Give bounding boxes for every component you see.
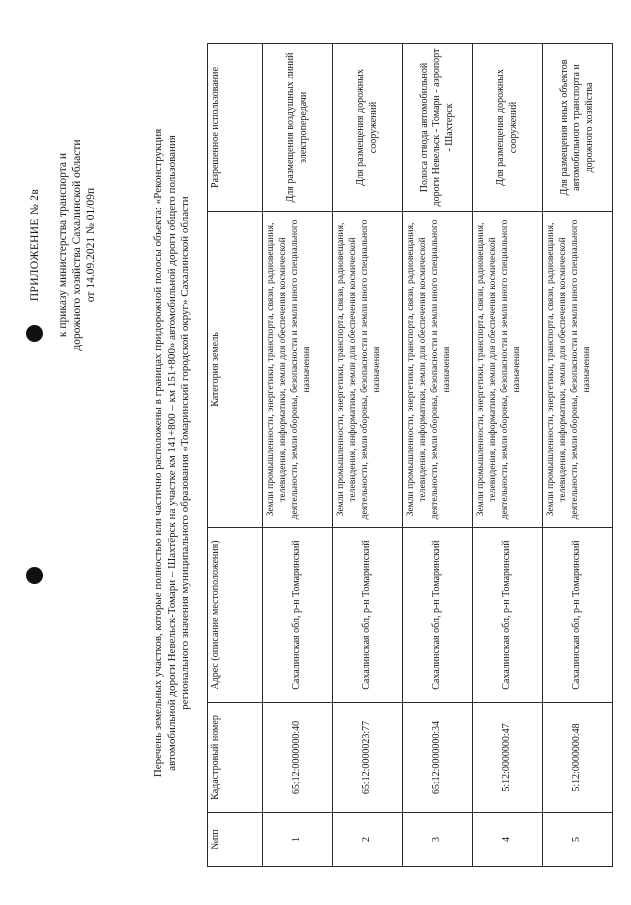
row-address: Сахалинская обл, р-н Томаринский (263, 528, 333, 703)
land-parcels-table (207, 43, 613, 867)
row-use: Полоса отвода автомобильной дороги Невельск - Томари - аэропорт - Шахтерск (403, 44, 473, 212)
heading-line-2: автомобильной дороги Невельск-Томари – Шахтёрск на участке км 141+800 – км 151+800» автомобильной дороги общего пользования (165, 135, 178, 771)
heading-line-3: регионального значения муниципального образования «Томаринский городской округ» Сахалинской области (179, 196, 192, 710)
header-num: №пп (208, 813, 263, 867)
row-num: 3 (403, 813, 473, 867)
row-use: Для размещения воздушных линий электропередачи (263, 44, 333, 212)
row-category: Земли промышленности, энергетики, транспорта, связи, радиовещания, телевидения, информатики, земли для обеспечения космической деятельности, земли обороны, безопасности и земли иного специального назначения (473, 212, 543, 528)
row-num: 4 (473, 813, 543, 867)
row-use: Для размещения иных объектов автомобильного транспорта и дорожного хозяйства (543, 44, 613, 212)
row-category: Земли промышленности, энергетики, транспорта, связи, радиовещания, телевидения, информатики, земли для обеспечения космической деятельности, земли обороны, безопасности и земли иного специального назначения (403, 212, 473, 528)
row-cadastral: 5:12:0000000:48 (543, 703, 613, 813)
table-row (543, 44, 613, 867)
row-cadastral: 65:12:0000000:40 (263, 703, 333, 813)
row-num: 5 (543, 813, 613, 867)
appendix-title: ПРИЛОЖЕНИЕ № 2в (29, 188, 41, 302)
row-num: 1 (263, 813, 333, 867)
row-category: Земли промышленности, энергетики, транспорта, связи, радиовещания, телевидения, информатики, земли для обеспечения космической деятельности, земли обороны, безопасности и земли иного специального назначения (543, 212, 613, 528)
row-cadastral: 65:12:0000000:34 (403, 703, 473, 813)
row-address: Сахалинская обл, р-н Томаринский (543, 528, 613, 703)
row-address: Сахалинская обл, р-н Томаринский (403, 528, 473, 703)
row-use: Для размещения дорожных сооружений (333, 44, 403, 212)
appendix-block (28, 90, 98, 400)
heading-line-1: Перечень земельных участков, которые полностью или частично расположены в границах придорожной полосы объекта: «Реконструкция (152, 128, 164, 778)
row-address: Сахалинская обл, р-н Томаринский (333, 528, 403, 703)
table-row (403, 44, 473, 867)
appendix-line-1: к приказу министерства транспорта и (57, 152, 69, 338)
row-num: 2 (333, 813, 403, 867)
row-address: Сахалинская обл, р-н Томаринский (473, 528, 543, 703)
header-cadastral: Кадастровый номер (208, 703, 263, 813)
header-use: Разрешенное использование (208, 44, 263, 212)
row-use: Для размещения дорожных сооружений (473, 44, 543, 212)
table-row (333, 44, 403, 867)
header-address: Адрес (описание местоположения) (208, 528, 263, 703)
appendix-line-3: от 14.09.2021 № 01/09п (85, 187, 97, 303)
document-heading (152, 43, 193, 863)
table-row (473, 44, 543, 867)
table-row (263, 44, 333, 867)
row-cadastral: 5:12:0000000:47 (473, 703, 543, 813)
row-category: Земли промышленности, энергетики, транспорта, связи, радиовещания, телевидения, информатики, земли для обеспечения космической деятельности, земли обороны, безопасности и земли иного специального назначения (263, 212, 333, 528)
row-cadastral: 65:12:0000023:77 (333, 703, 403, 813)
header-category: Категория земель (208, 212, 263, 528)
table-header-row (208, 44, 263, 867)
row-category: Земли промышленности, энергетики, транспорта, связи, радиовещания, телевидения, информатики, земли для обеспечения космической деятельности, земли обороны, безопасности и земли иного специального назначения (333, 212, 403, 528)
appendix-line-2: дорожного хозяйства Сахалинской области (71, 139, 83, 351)
